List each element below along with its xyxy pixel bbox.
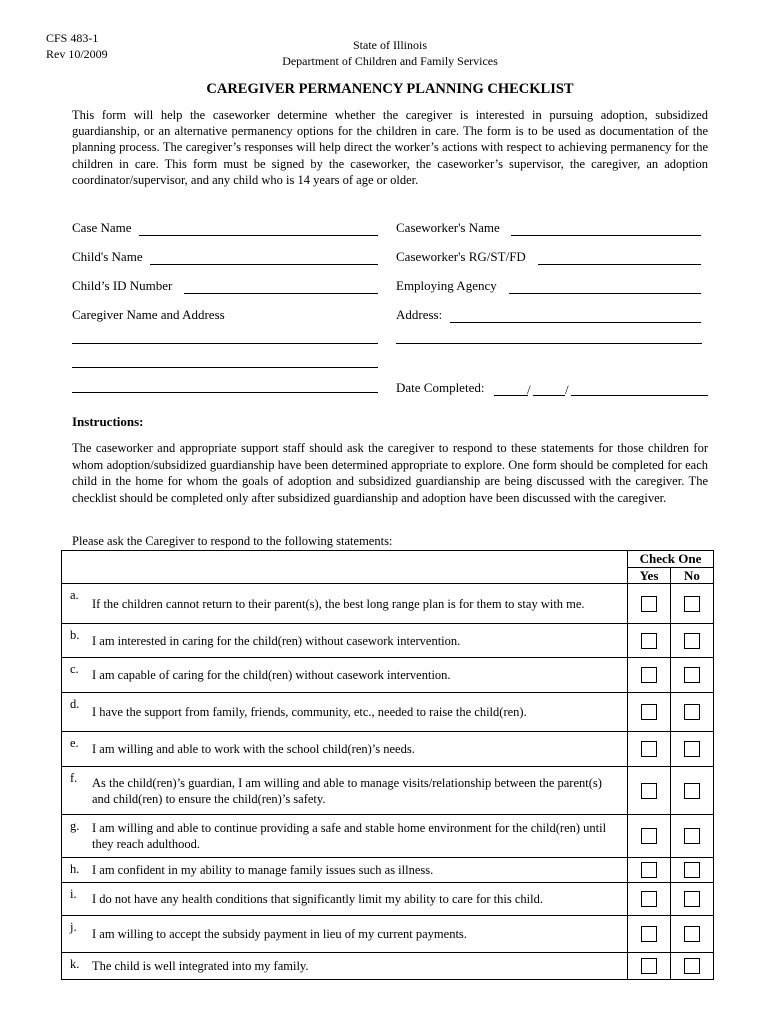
- address-label: Address:: [396, 307, 443, 322]
- agency-header: [0, 37, 770, 69]
- case-name-field[interactable]: [72, 218, 378, 238]
- no-checkbox[interactable]: [684, 704, 700, 720]
- form-revision: Rev 10/2009: [46, 47, 108, 61]
- checklist-statement: [62, 815, 628, 858]
- checklist-row: [62, 658, 714, 693]
- no-cell: [671, 858, 714, 883]
- checklist-statement: [62, 916, 628, 953]
- statement-text: I am willing to accept the subsidy payment in lieu of my current payments.: [92, 927, 467, 941]
- no-checkbox[interactable]: [684, 783, 700, 799]
- caregiver-name-address-field[interactable]: [72, 305, 378, 325]
- no-checkbox[interactable]: [684, 741, 700, 757]
- date-separator-2: /: [565, 382, 569, 397]
- no-checkbox[interactable]: [684, 958, 700, 974]
- statement-text: I am confident in my ability to manage family issues such as illness.: [92, 863, 434, 877]
- yes-checkbox[interactable]: [641, 891, 657, 907]
- case-name-input-line[interactable]: [139, 235, 378, 236]
- no-checkbox[interactable]: [684, 596, 700, 612]
- statement-letter: h.: [70, 862, 80, 876]
- intro-paragraph: This form will help the caseworker determine whether the caregiver is interested in pursuing adoption, subsidized guardianship, or an alternative permanency options for the children in care. The form is to be used as documentation of the planning process. The caregiver’s responses will help direct the worker’s actions with respect to achieving permanency for the children in care. This form must be signed by the caseworker, the caseworker’s supervisor, the caregiver, an adoption coordinator/supervisor, and any child who is 14 years of age or older.: [72, 108, 708, 187]
- yes-checkbox[interactable]: [641, 958, 657, 974]
- yes-cell: [628, 767, 671, 815]
- form-number: CFS 483-1: [46, 31, 99, 45]
- caseworker-rg-field[interactable]: [396, 247, 701, 267]
- statement-text: I am willing and able to continue providing a safe and stable home environment for the child(ren) until they reach adulthood.: [92, 821, 607, 851]
- yes-cell: [628, 732, 671, 767]
- no-cell: [671, 732, 714, 767]
- no-checkbox[interactable]: [684, 891, 700, 907]
- yes-checkbox[interactable]: [641, 633, 657, 649]
- address-field[interactable]: [396, 305, 701, 325]
- statement-letter: a.: [70, 588, 79, 602]
- yes-cell: [628, 953, 671, 980]
- yes-checkbox[interactable]: [641, 741, 657, 757]
- no-cell: [671, 883, 714, 916]
- statement-text: I have the support from family, friends, community, etc., needed to raise the child(ren).: [92, 705, 527, 719]
- no-cell: [671, 916, 714, 953]
- statement-letter: k.: [70, 957, 80, 971]
- checklist-row: [62, 883, 714, 916]
- date-separator-1: /: [527, 382, 531, 397]
- checklist-row: [62, 732, 714, 767]
- instructions-text: The caseworker and appropriate support staff should ask the caregiver to respond to these statements for those children for whom adoption/subsidized guardianship have been determined appropriate to explore. One form should be completed for each child in the home for whom the goals of adoption and subsidized guardianship are being discussed with the caregiver. The checklist should be completed only after subsidized guardianship and adoption have been discussed with the caregiver.: [72, 441, 708, 505]
- date-day-line[interactable]: [533, 395, 565, 396]
- checklist-statement: [62, 624, 628, 658]
- statement-text: I am interested in caring for the child(ren) without casework intervention.: [92, 633, 461, 648]
- no-cell: [671, 693, 714, 732]
- yes-checkbox[interactable]: [641, 926, 657, 942]
- checklist-row: [62, 858, 714, 883]
- statement-text: I am willing and able to work with the school child(ren)’s needs.: [92, 742, 415, 756]
- statement-text: As the child(ren)’s guardian, I am willing and able to manage visits/relationship between the parent(s) and child(ren) to ensure the child(ren)’s safety.: [92, 775, 602, 806]
- checklist-statement: [62, 767, 628, 815]
- no-checkbox[interactable]: [684, 926, 700, 942]
- instructions-heading: Instructions:: [72, 414, 144, 429]
- checklist-prompt: Please ask the Caregiver to respond to the following statements:: [72, 534, 393, 548]
- yes-cell: [628, 624, 671, 658]
- yes-checkbox[interactable]: [641, 667, 657, 683]
- address-input-line[interactable]: [450, 322, 701, 323]
- caregiver-address-line-1[interactable]: [72, 343, 378, 344]
- yes-checkbox[interactable]: [641, 783, 657, 799]
- statement-letter: e.: [70, 736, 79, 750]
- child-name-field[interactable]: [72, 247, 378, 267]
- child-name-input-line[interactable]: [150, 264, 378, 265]
- caseworker-name-field[interactable]: [396, 218, 701, 238]
- page-title: CAREGIVER PERMANENCY PLANNING CHECKLIST: [206, 81, 574, 97]
- date-completed-field[interactable]: [396, 378, 708, 398]
- checklist-row: [62, 767, 714, 815]
- child-id-input-line[interactable]: [184, 293, 378, 294]
- yes-cell: [628, 916, 671, 953]
- date-completed-label: Date Completed:: [396, 380, 485, 395]
- yes-cell: [628, 658, 671, 693]
- no-checkbox[interactable]: [684, 667, 700, 683]
- statement-letter: f.: [70, 771, 78, 785]
- no-cell: [671, 953, 714, 980]
- yes-checkbox[interactable]: [641, 704, 657, 720]
- caregiver-address-line-2[interactable]: [72, 367, 378, 368]
- checklist-row: [62, 916, 714, 953]
- yes-checkbox[interactable]: [641, 596, 657, 612]
- checklist-statement: [62, 658, 628, 693]
- no-checkbox[interactable]: [684, 862, 700, 878]
- statement-text: I am capable of caring for the child(ren) without casework intervention.: [92, 668, 451, 682]
- statement-letter: b.: [70, 628, 80, 642]
- address-line-2[interactable]: [396, 343, 702, 344]
- statement-letter: g.: [70, 819, 80, 833]
- caregiver-name-address-label: Caregiver Name and Address: [72, 307, 225, 322]
- caseworker-name-input-line[interactable]: [511, 235, 701, 236]
- child-id-label: Child’s ID Number: [72, 278, 173, 293]
- yes-cell: [628, 883, 671, 916]
- no-header: No: [671, 568, 714, 584]
- date-year-line[interactable]: [571, 395, 708, 396]
- statement-letter: i.: [70, 887, 77, 901]
- employing-agency-input-line[interactable]: [509, 293, 701, 294]
- checklist-row: [62, 624, 714, 658]
- checklist-statement: [62, 953, 628, 980]
- statement-text: I do not have any health conditions that significantly limit my ability to care for this child.: [92, 892, 543, 906]
- yes-header: Yes: [628, 568, 671, 584]
- statement-text: If the children cannot return to their parent(s), the best long range plan is for them to stay with me.: [92, 596, 585, 611]
- caseworker-rg-input-line[interactable]: [538, 264, 701, 265]
- employing-agency-field[interactable]: [396, 276, 701, 296]
- yes-checkbox[interactable]: [641, 862, 657, 878]
- statement-text: The child is well integrated into my family.: [92, 959, 309, 973]
- no-cell: [671, 624, 714, 658]
- checklist-table: [61, 550, 714, 980]
- statement-letter: d.: [70, 697, 80, 711]
- caseworker-name-label: Caseworker's Name: [396, 220, 500, 235]
- department-name: Department of Children and Family Services: [282, 54, 498, 68]
- child-name-label: Child's Name: [72, 249, 143, 264]
- no-checkbox[interactable]: [684, 633, 700, 649]
- statement-letter: c.: [70, 662, 79, 676]
- yes-cell: [628, 858, 671, 883]
- yes-cell: [628, 584, 671, 624]
- checklist-row: [62, 815, 714, 858]
- yes-checkbox[interactable]: [641, 828, 657, 844]
- statement-header-cell: [62, 551, 628, 584]
- caregiver-address-line-3[interactable]: [72, 392, 378, 393]
- caseworker-rg-label: Caseworker's RG/ST/FD: [396, 249, 526, 264]
- yes-cell: [628, 815, 671, 858]
- no-cell: [671, 767, 714, 815]
- employing-agency-label: Employing Agency: [396, 278, 497, 293]
- date-month-line[interactable]: [494, 395, 528, 396]
- case-name-label: Case Name: [72, 220, 132, 235]
- checklist-row: [62, 693, 714, 732]
- checklist-row: [62, 953, 714, 980]
- checklist-statement: [62, 883, 628, 916]
- checklist-statement: [62, 732, 628, 767]
- check-one-header: Check One: [628, 551, 714, 568]
- no-checkbox[interactable]: [684, 828, 700, 844]
- state-name: State of Illinois: [353, 38, 427, 52]
- yes-cell: [628, 693, 671, 732]
- no-cell: [671, 658, 714, 693]
- checklist-statement: [62, 693, 628, 732]
- checklist-row: [62, 584, 714, 624]
- checklist-statement: [62, 858, 628, 883]
- no-cell: [671, 584, 714, 624]
- child-id-field[interactable]: [72, 276, 378, 296]
- statement-letter: j.: [70, 920, 77, 934]
- no-cell: [671, 815, 714, 858]
- checklist-statement: [62, 584, 628, 624]
